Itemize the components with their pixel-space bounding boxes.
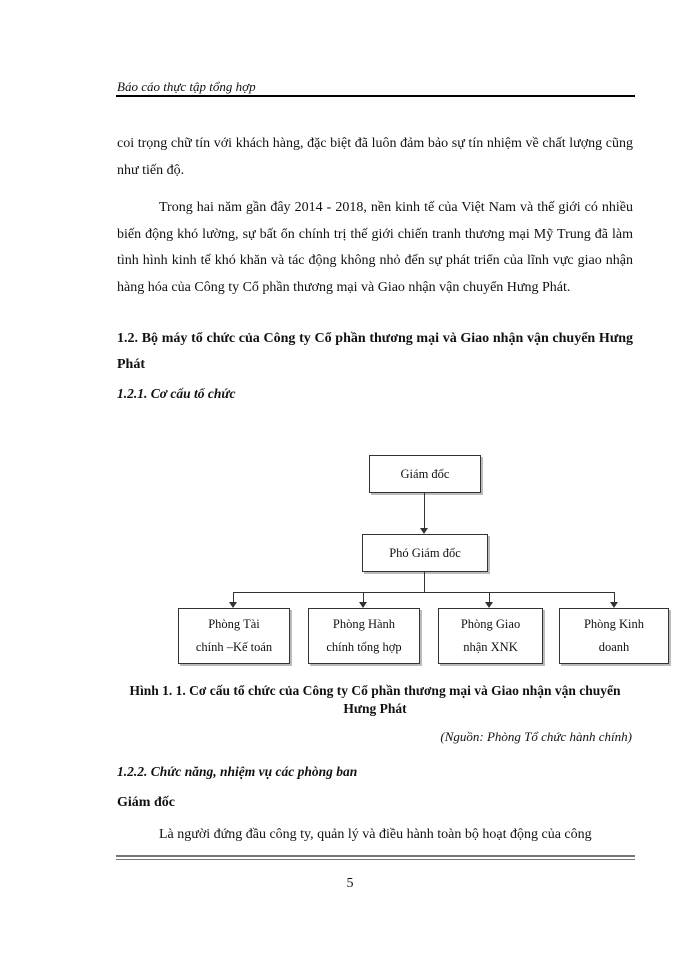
org-box-label: chính –Kế toán — [195, 640, 273, 654]
org-box-label: Phòng Giao — [460, 617, 521, 631]
connector-line — [614, 592, 615, 602]
org-box-logistics — [438, 608, 543, 664]
org-box-finance — [178, 608, 290, 664]
footer-rule — [116, 859, 635, 860]
org-box-deputy-director: Phó Giám đốc — [362, 534, 488, 572]
running-header: Báo cáo thực tập tổng hợp — [117, 79, 256, 94]
connector-line — [233, 592, 615, 593]
section-heading: 1.2. Bộ máy tổ chức của Công ty Cổ phần thương mại và Giao nhận vận chuyển Hưng Phát — [117, 331, 633, 372]
connector-line — [489, 592, 490, 602]
subsection-heading-2: 1.2.2. Chức năng, nhiệm vụ các phòng ban — [117, 764, 358, 779]
connector-line — [424, 492, 425, 528]
org-box-label: chính tổng hợp — [326, 640, 402, 654]
org-box-label: nhận XNK — [463, 640, 518, 654]
org-box-label: doanh — [598, 640, 630, 654]
page-number: 5 — [346, 876, 354, 891]
figure-caption: Hình 1. 1. Cơ cấu tổ chức của Công ty Cổ phần thương mại và Giao nhận vận chuyển Hưng Phát — [129, 683, 621, 716]
org-box-business — [559, 608, 669, 664]
figure-source: (Nguồn: Phòng Tổ chức hành chính) — [440, 729, 632, 744]
subsection-heading-1: 1.2.1. Cơ cấu tổ chức — [117, 386, 236, 401]
footer-rule — [116, 855, 635, 857]
paragraph-1: coi trọng chữ tín với khách hàng, đặc biệt đã luôn đảm bảo sự tín nhiệm về chất lượng cũng như tiến độ. — [117, 136, 633, 178]
org-box-label: Phòng Kinh — [583, 617, 645, 631]
role-heading: Giám đốc — [117, 795, 175, 810]
paragraph-2: Trong hai năm gần đây 2014 - 2018, nền kinh tế của Việt Nam và thế giới có nhiều biến động khó lường, sự bất ổn chính trị thế giới chiến tranh thương mại Mỹ Trung đã làm tình hình kinh tế khó khăn và tác động không nhỏ đến sự phát triển của lĩnh vực giao nhận hàng hóa của Công ty Cổ phần thương mại và Giao nhận vận chuyển Hưng Phát. — [117, 200, 633, 295]
header-rule — [116, 95, 635, 97]
connector-line — [424, 571, 425, 592]
connector-line — [363, 592, 364, 602]
org-box-label: Phòng Tài — [208, 617, 260, 631]
org-box-director: Giám đốc — [369, 455, 481, 493]
connector-line — [233, 592, 234, 602]
org-box-admin — [308, 608, 420, 664]
org-box-label: Phòng Hành — [332, 617, 396, 631]
paragraph-3: Là người đứng đầu công ty, quản lý và điều hành toàn bộ hoạt động của công — [159, 827, 592, 842]
